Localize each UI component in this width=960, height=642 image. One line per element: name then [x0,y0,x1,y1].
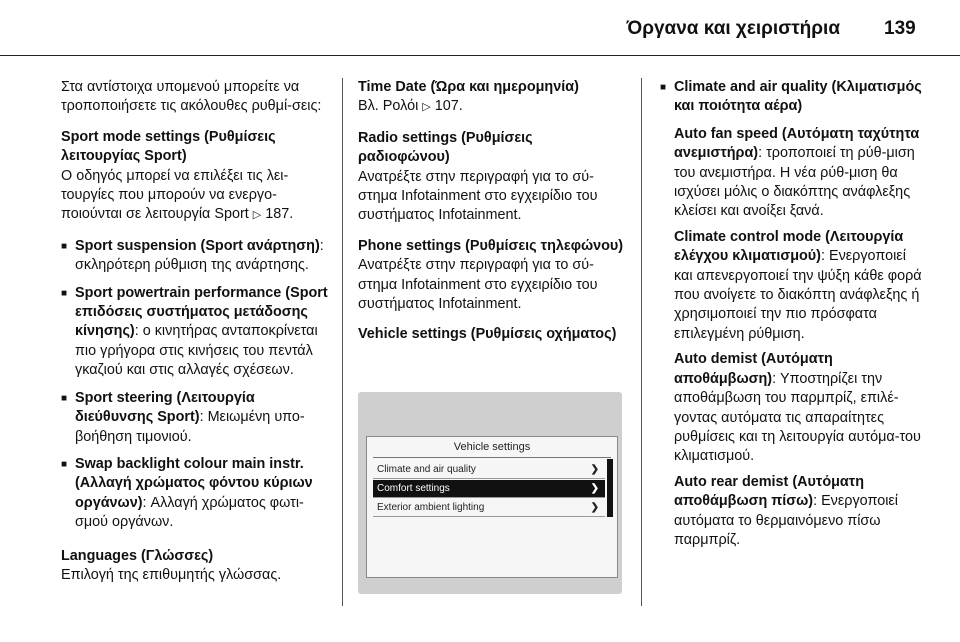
item-term: Auto demist (Αυτόματη αποθάμβωση) [674,351,833,387]
chevron-right-icon: ❯ [590,483,599,494]
display-divider [373,457,611,458]
setting-entry [674,350,922,466]
bullet-icon: ■ [61,287,68,299]
languages-section [61,547,333,586]
setting-entry [674,125,922,222]
body-text: Ανατρέξτε στην περιγραφή για το σύ-στημα Infotainment στο εγχειρίδιο του συστήματος Infotainment. [358,168,598,224]
sport-section [61,128,333,226]
item-desc: : Αλλαγή χρώματος φωτι-σμού οργάνων. [75,494,304,531]
page-ref: 187. [265,206,294,223]
section-heading: Climate and air quality (Κλιματισμός και ποιότητα αέρα) [674,79,922,115]
menu-item-label: Climate and air quality [377,464,476,475]
phone-section [358,237,624,315]
list-item [61,284,333,381]
setting-entry [674,473,922,551]
item-desc: : τροποποιεί τη ρύθ-μιση του ανεμιστήρα. Η νέα ρύθ-μιση θα ισχύσει μόλις ο διακόπτης ανάφλεξης κλείσει και ανοίξει ξανά. [674,145,915,220]
item-desc: : Ενεργοποιεί αυτόματα το θερμαινόμενο πίσω παρμπρίζ. [674,493,899,548]
display-title: Vehicle settings [453,441,531,453]
bullet-icon: ■ [660,82,667,93]
bullet-icon: ■ [61,392,68,404]
bullet-icon: ■ [61,240,68,252]
page-number: 139 [884,18,916,39]
body-text: Ο οδηγός μπορεί να επιλέξει τις λει-τουργίες που μπορούν να ενεργο-ποιούνται σε λειτουργία Sport [61,167,289,223]
display-panel [366,436,618,578]
column-divider [641,78,642,606]
item-term: Climate control mode (Λειτουργία ελέγχου κλιματισμού) [674,228,904,265]
list-item [61,455,333,533]
item-term: Swap backlight colour main instr. (Αλλαγή χρώματος φόντου κύριων οργάνων) [75,455,313,511]
menu-item-climate [373,461,605,479]
bullet-icon: ■ [61,458,68,470]
item-term: Sport suspension (Sport ανάρτηση) [75,237,320,254]
intro-paragraph: Στα αντίστοιχα υπομενού μπορείτε να τροποποιήσετε τις ακόλουθες ρυθμί-σεις: [61,79,322,115]
section-heading: Vehicle settings (Ρυθμίσεις οχήματος) [358,326,617,343]
item-desc: : Υποστηρίζει την αποθάμβωση του παρμπρίζ, επιλέ-γοντας αυτόματα τις απαραίτητες ρυθμίσεις και τη λειτουργία αυτόμα-του κλιματισμού. [674,370,921,465]
section-heading: Languages (Γλώσσες) [61,547,214,564]
display-scrollbar [607,459,613,517]
page-ref-icon: ▷ [422,101,431,114]
item-term: Sport steering (Λειτουργία διεύθυνσης Sport) [75,389,255,426]
page-title: Όργανα και χειριστήρια [626,18,840,39]
menu-item-exterior-lighting [373,499,605,517]
radio-section [358,129,624,226]
item-desc: : Ενεργοποιεί και απενεργοποιεί την ψύξη κάθε φορά που ανοίγετε το διακόπτη ανάφλεξης ή χρησιμοποιεί την πιο πρόσφατα επιλεγμένη ρύθμιση. [674,248,922,342]
chevron-right-icon: ❯ [590,464,599,475]
section-heading: Time Date (Ώρα και ημερομηνία) [358,79,579,95]
body-text: Βλ. Ρολόι [358,98,419,115]
section-heading: Sport mode settings (Ρυθμίσεις λειτουργίας Sport) [61,128,276,165]
list-item [61,237,333,276]
column-middle [358,78,624,356]
vehicle-section [358,325,624,344]
list-item [61,389,333,447]
display-screenshot [358,392,622,594]
page-ref: 107. [434,98,463,115]
column-divider [342,78,343,606]
section-heading: Radio settings (Ρυθμίσεις ραδιοφώνου) [358,129,533,166]
page-ref-icon: ▷ [252,209,262,222]
time-section [358,78,624,118]
item-term: Auto rear demist (Αυτόματη αποθάμβωση πίσω) [674,473,864,510]
header-divider [0,55,960,56]
item-term: Sport powertrain performance (Sport επιδόσεις συστήματος μετάδοσης κίνησης) [75,284,328,340]
section-heading: Phone settings (Ρυθμίσεις τηλεφώνου) [358,237,624,254]
item-desc: : ο κινητήρας ανταποκρίνεται πιο γρήγορα στις κινήσεις του πεντάλ γκαζιού και στις αλλαγές σχέσεων. [75,323,318,379]
body-text: Επιλογή της επιθυμητής γλώσσας. [61,566,282,583]
list-item [660,78,922,117]
item-desc: : Μειωμένη υπο-βοήθηση τιμονιού. [75,409,305,445]
body-text: Ανατρέξτε στην περιγραφή για το σύ-στημα Infotainment στο εγχειρίδιο του συστήματος Infotainment. [358,257,598,313]
column-right [660,78,922,556]
chevron-right-icon: ❯ [590,502,599,513]
item-term: Auto fan speed (Αυτόματη ταχύτητα ανεμιστήρα) [674,125,920,162]
menu-item-comfort [373,480,605,498]
item-desc: : σκληρότερη ρύθμιση της ανάρτησης. [75,237,324,274]
menu-item-label: Comfort settings [377,483,450,494]
column-left [61,78,333,596]
menu-item-label: Exterior ambient lighting [377,502,485,513]
setting-entry [674,228,922,344]
